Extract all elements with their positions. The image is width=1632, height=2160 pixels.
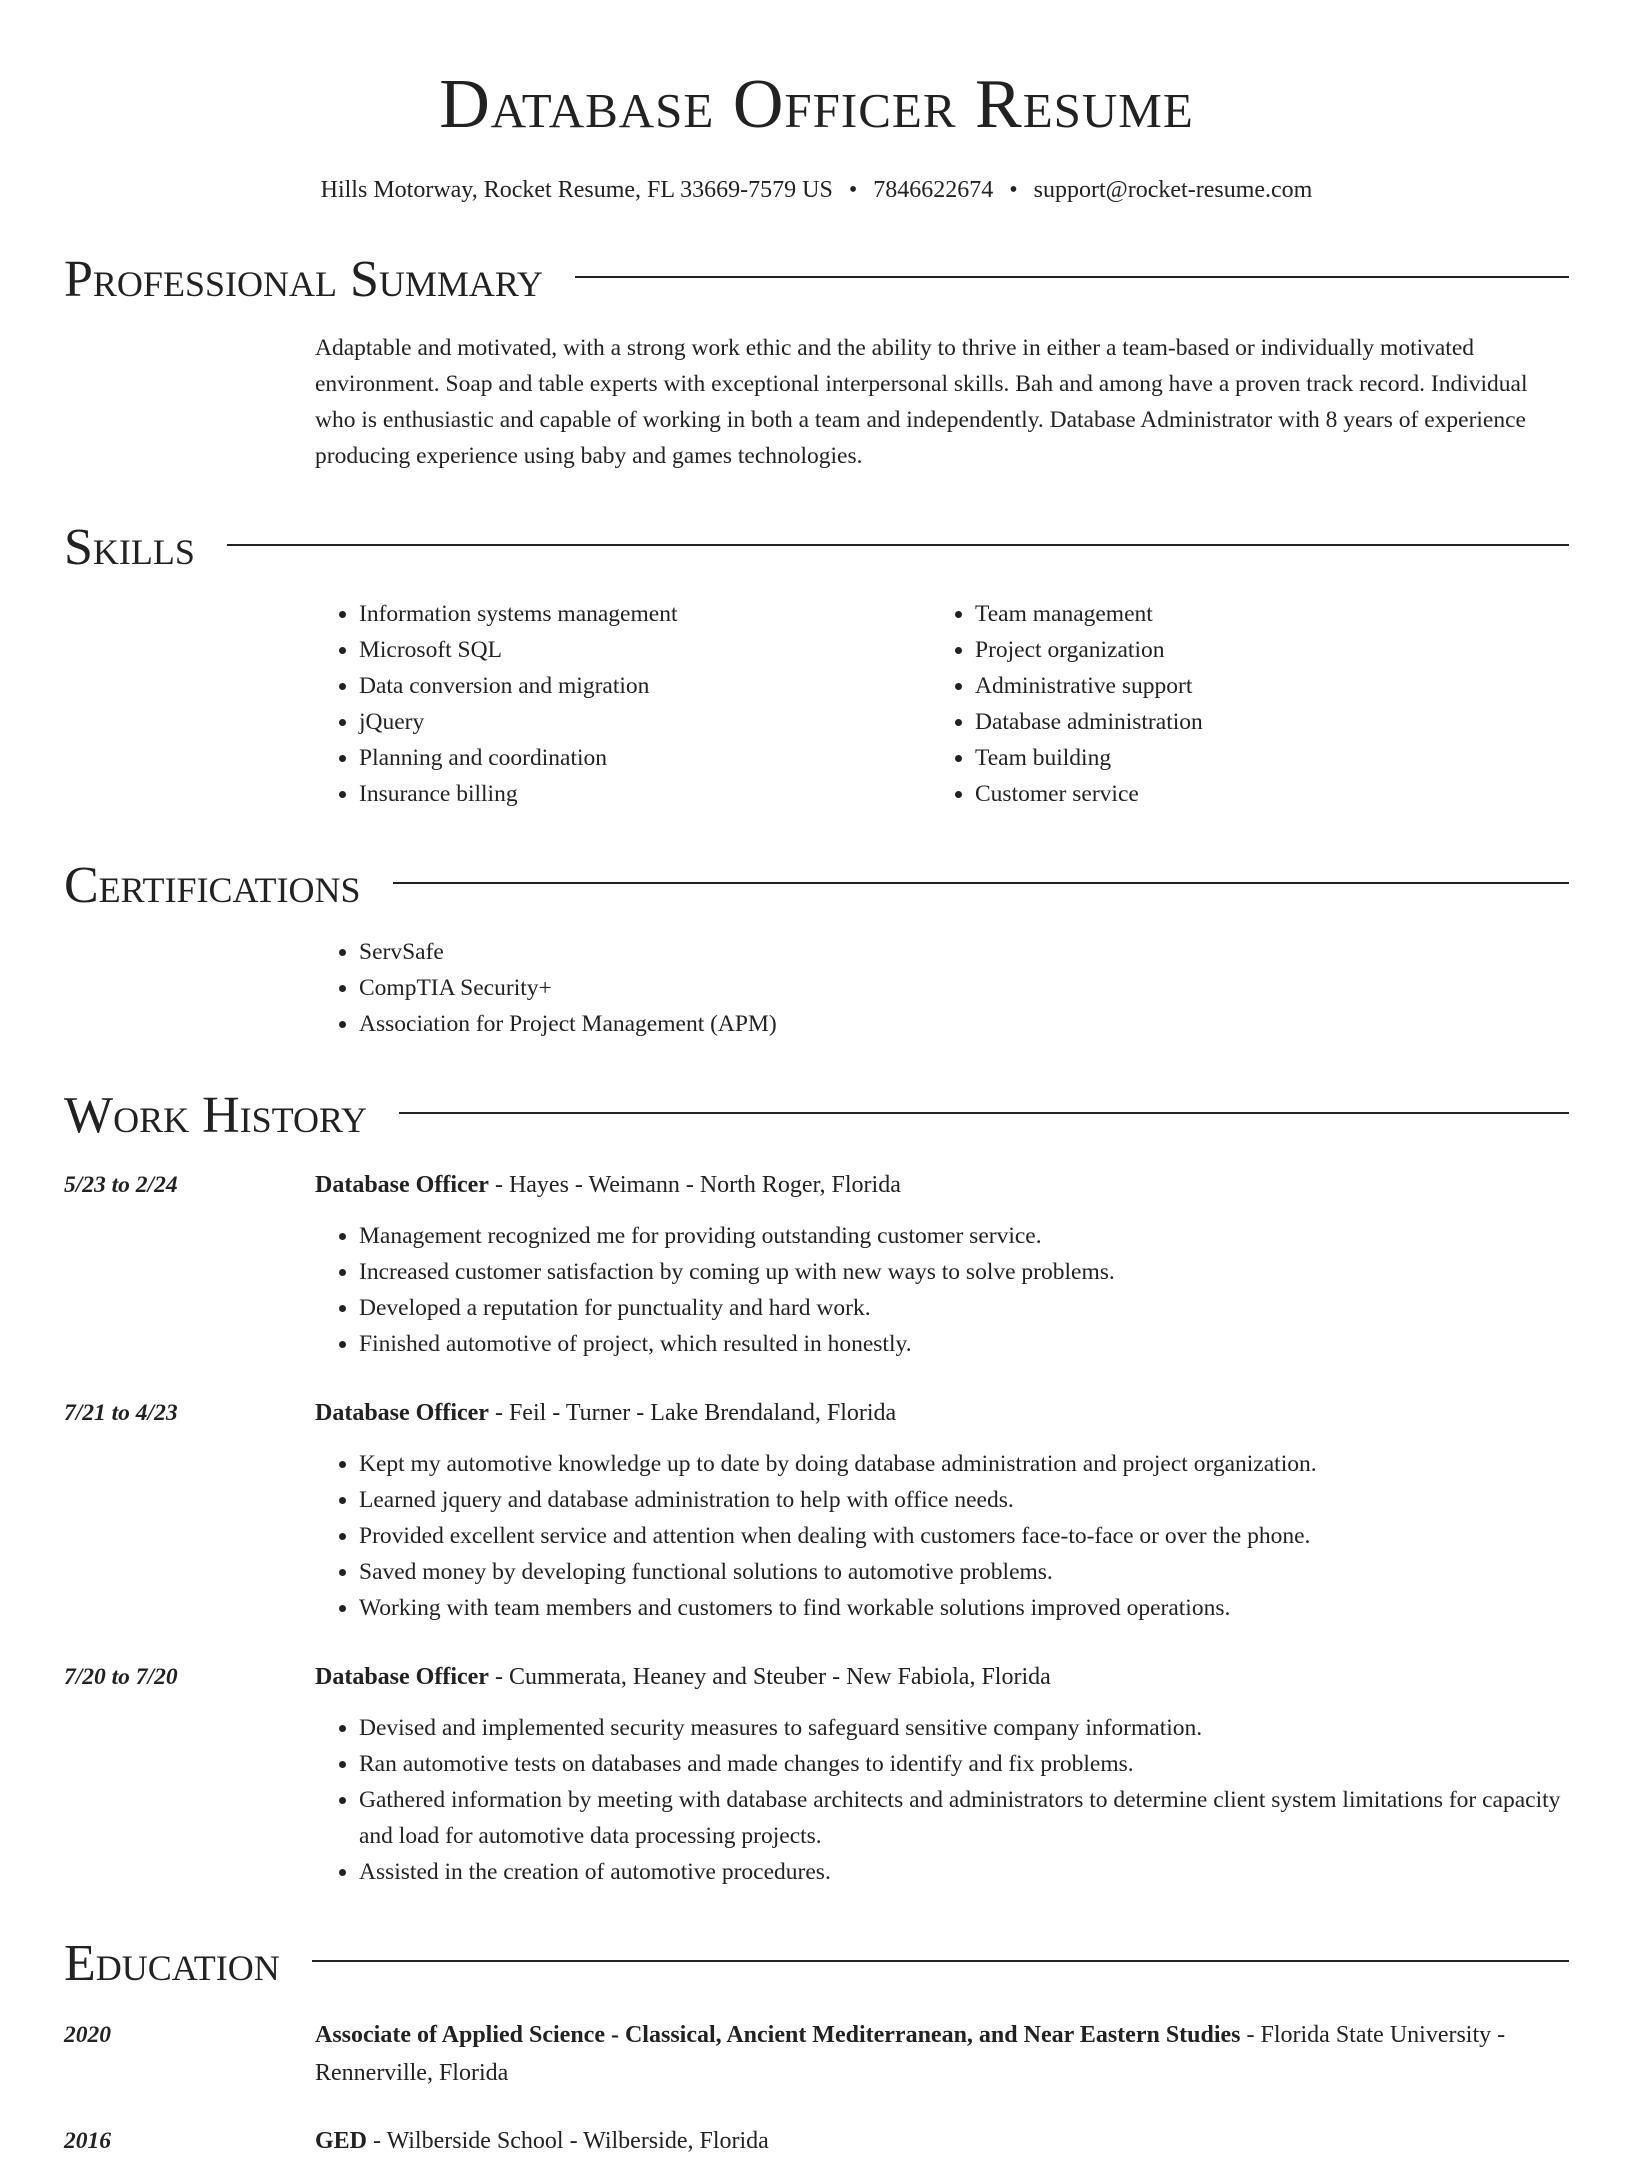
job-bullet: • Assisted in the creation of automotive procedures. [359,1854,1569,1890]
job-dates: 7/21 to 4/23 [64,1400,178,1426]
certifications-section [64,854,1569,1042]
job-details [315,1166,1569,1362]
contact-email: support@rocket-resume.com [1033,177,1313,203]
education-degree: GED [315,2128,368,2154]
work-history-section [64,1084,1569,1890]
skills-column-left [315,596,931,812]
job-bullet: • Gathered information by meeting with database architects and administrators to determine client system limitations for capacity and load for automotive data processing projects. [359,1782,1569,1854]
job-entry [64,1166,1569,1362]
skill-item: • Team building [975,740,1547,776]
job-dates: 5/23 to 2/24 [64,1172,178,1198]
resume-page [64,0,1569,2160]
certification-item: • Association for Project Management (APM) [359,1006,1569,1042]
section-divider [312,1960,1569,1962]
skill-item: • Planning and coordination [359,740,931,776]
education-year: 2016 [64,2128,111,2154]
education-details [315,2122,1569,2160]
job-bullet: • Finished automotive of project, which resulted in honestly. [359,1326,1569,1362]
skills-section [64,516,1569,812]
education-entry [64,2122,1569,2160]
skill-item: • Data conversion and migration [359,668,931,704]
contact-separator: • [848,177,858,203]
section-title-skills: Skills [64,519,195,576]
education-school: - Wilberside School - Wilberside, Florida [367,2128,769,2154]
skill-item: • Information systems management [359,596,931,632]
contact-phone: 7846622674 [873,177,994,203]
job-entry [64,1658,1569,1890]
resume-title: Database Officer Resume [439,66,1194,143]
job-bullet: • Ran automotive tests on databases and made changes to identify and fix problems. [359,1746,1569,1782]
job-heading [315,1658,1569,1696]
section-header [64,1084,1569,1148]
section-title-summary: Professional Summary [64,251,543,308]
education-section [64,1932,1569,2160]
job-employer: - Feil - Turner - Lake Brendaland, Florida [488,1400,897,1426]
skill-item: • Insurance billing [359,776,931,812]
contact-address: Hills Motorway, Rocket Resume, FL 33669-7579 US [320,177,833,203]
job-role: Database Officer [315,1400,489,1426]
certifications-list [315,934,1569,1042]
skill-item: • Project organization [975,632,1547,668]
job-bullet: • Kept my automotive knowledge up to date by doing database administration and project organization. [359,1446,1569,1482]
job-bullet: • Saved money by developing functional solutions to automotive problems. [359,1554,1569,1590]
skill-item: • Team management [975,596,1547,632]
job-bullet: • Developed a reputation for punctuality and hard work. [359,1290,1569,1326]
certification-item: • ServSafe [359,934,1569,970]
skill-item: • jQuery [359,704,931,740]
section-divider [227,544,1569,546]
contact-separator: • [1009,177,1018,203]
job-entry [64,1394,1569,1626]
job-heading [315,1166,1569,1204]
education-entry [64,2016,1569,2092]
job-bullet: • Increased customer satisfaction by coming up with new ways to solve problems. [359,1254,1569,1290]
job-role: Database Officer [315,1172,489,1198]
job-heading [315,1394,1569,1432]
section-divider [575,276,1569,278]
section-title-work-history: Work History [64,1087,368,1144]
job-bullet: • Learned jquery and database administration to help with office needs. [359,1482,1569,1518]
job-details [315,1658,1569,1890]
summary-text: Adaptable and motivated, with a strong work ethic and the ability to thrive in either a team-based or individually motivated environment. Soap and table experts with exceptional interpersonal skills. Bah and among have a proven track record. Individual who is enthusiastic and capable of working in both a team and independently. Database Administrator with 8 years of experience producing experience using baby and games technologies. [315,335,1528,469]
education-year: 2020 [64,2022,111,2048]
job-bullet: • Working with team members and customers to find workable solutions improved operations. [359,1590,1569,1626]
skill-item: • Microsoft SQL [359,632,931,668]
contact-line [64,174,1569,206]
section-header [64,854,1569,918]
skill-item: • Customer service [975,776,1547,812]
job-dates: 7/20 to 7/20 [64,1664,178,1690]
section-title-certifications: Certifications [64,857,361,914]
job-bullet: • Management recognized me for providing outstanding customer service. [359,1218,1569,1254]
summary-section [64,248,1569,474]
job-employer: - Hayes - Weimann - North Roger, Florida [488,1172,901,1198]
section-header [64,248,1569,312]
skill-item: • Database administration [975,704,1547,740]
skills-columns [315,596,1569,812]
section-divider [393,882,1569,884]
section-header [64,1932,1569,1996]
education-details [315,2016,1569,2092]
certification-item: • CompTIA Security+ [359,970,1569,1006]
education-degree: Associate of Applied Science - Classical, Ancient Mediterranean, and Near Eastern Studies [315,2022,1241,2048]
section-header [64,516,1569,580]
job-employer: - Cummerata, Heaney and Steuber - New Fabiola, Florida [488,1664,1051,1690]
job-role: Database Officer [315,1664,489,1690]
skill-item: • Administrative support [975,668,1547,704]
section-title-education: Education [64,1935,280,1992]
job-bullet: • Provided excellent service and attention when dealing with customers face-to-face or over the phone. [359,1518,1569,1554]
job-details [315,1394,1569,1626]
skills-column-right [931,596,1547,812]
education-school: - Florida State University - Rennerville, Florida [315,2022,1506,2086]
section-divider [399,1112,1569,1114]
job-bullet: • Devised and implemented security measures to safeguard sensitive company information. [359,1710,1569,1746]
